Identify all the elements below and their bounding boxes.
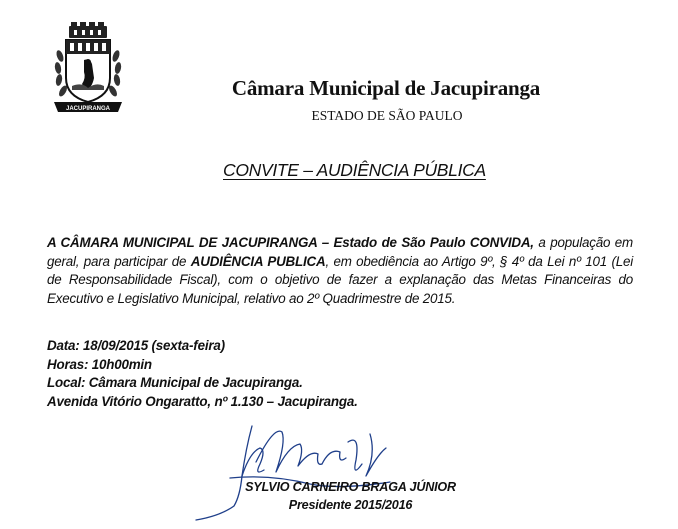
signer-block [238,478,463,514]
invitation-text-2: , em obediência ao Artigo 9º, § 4º da Lei nº 101 (Lei de Responsabilidade Fiscal), com o objetivo de fazer a explanação das Metas Financeiras do Executivo e Legislativo Municipal, relativo ao 2º Quadrimestre de 2015. [47,253,634,306]
org-state: ESTADO DE SÃO PAULO [311,108,463,123]
event-date: Data: 18/09/2015 (sexta-feira) [47,338,225,353]
org-name: Câmara Municipal de Jacupiranga [231,76,541,100]
invitation-text-1: a população em geral, para participar de [47,235,633,269]
event-address: Avenida Vitório Ongaratto, nº 1.130 – Jacupiranga. [47,393,358,409]
invitation-paragraph [47,234,633,308]
seal-ribbon-text: JACUPIRANGA [65,106,111,112]
event-place: Local: Câmara Municipal de Jacupiranga. [47,375,303,390]
signer-role: Presidente 2015/2016 [288,498,413,512]
invitation-highlight: AUDIÊNCIA PUBLICA [190,253,326,269]
invitation-lead: A CÂMARA MUNICIPAL DE JACUPIRANGA – Estado de São Paulo CONVIDA, [47,235,534,250]
event-details [47,337,358,411]
event-time: Horas: 10h00min [47,356,152,372]
signer-name: SYLVIO CARNEIRO BRAGA JÚNIOR [245,480,456,494]
document-title: CONVITE – AUDIÊNCIA PÚBLICA [223,160,486,180]
municipal-coat-of-arms-icon [52,22,124,118]
